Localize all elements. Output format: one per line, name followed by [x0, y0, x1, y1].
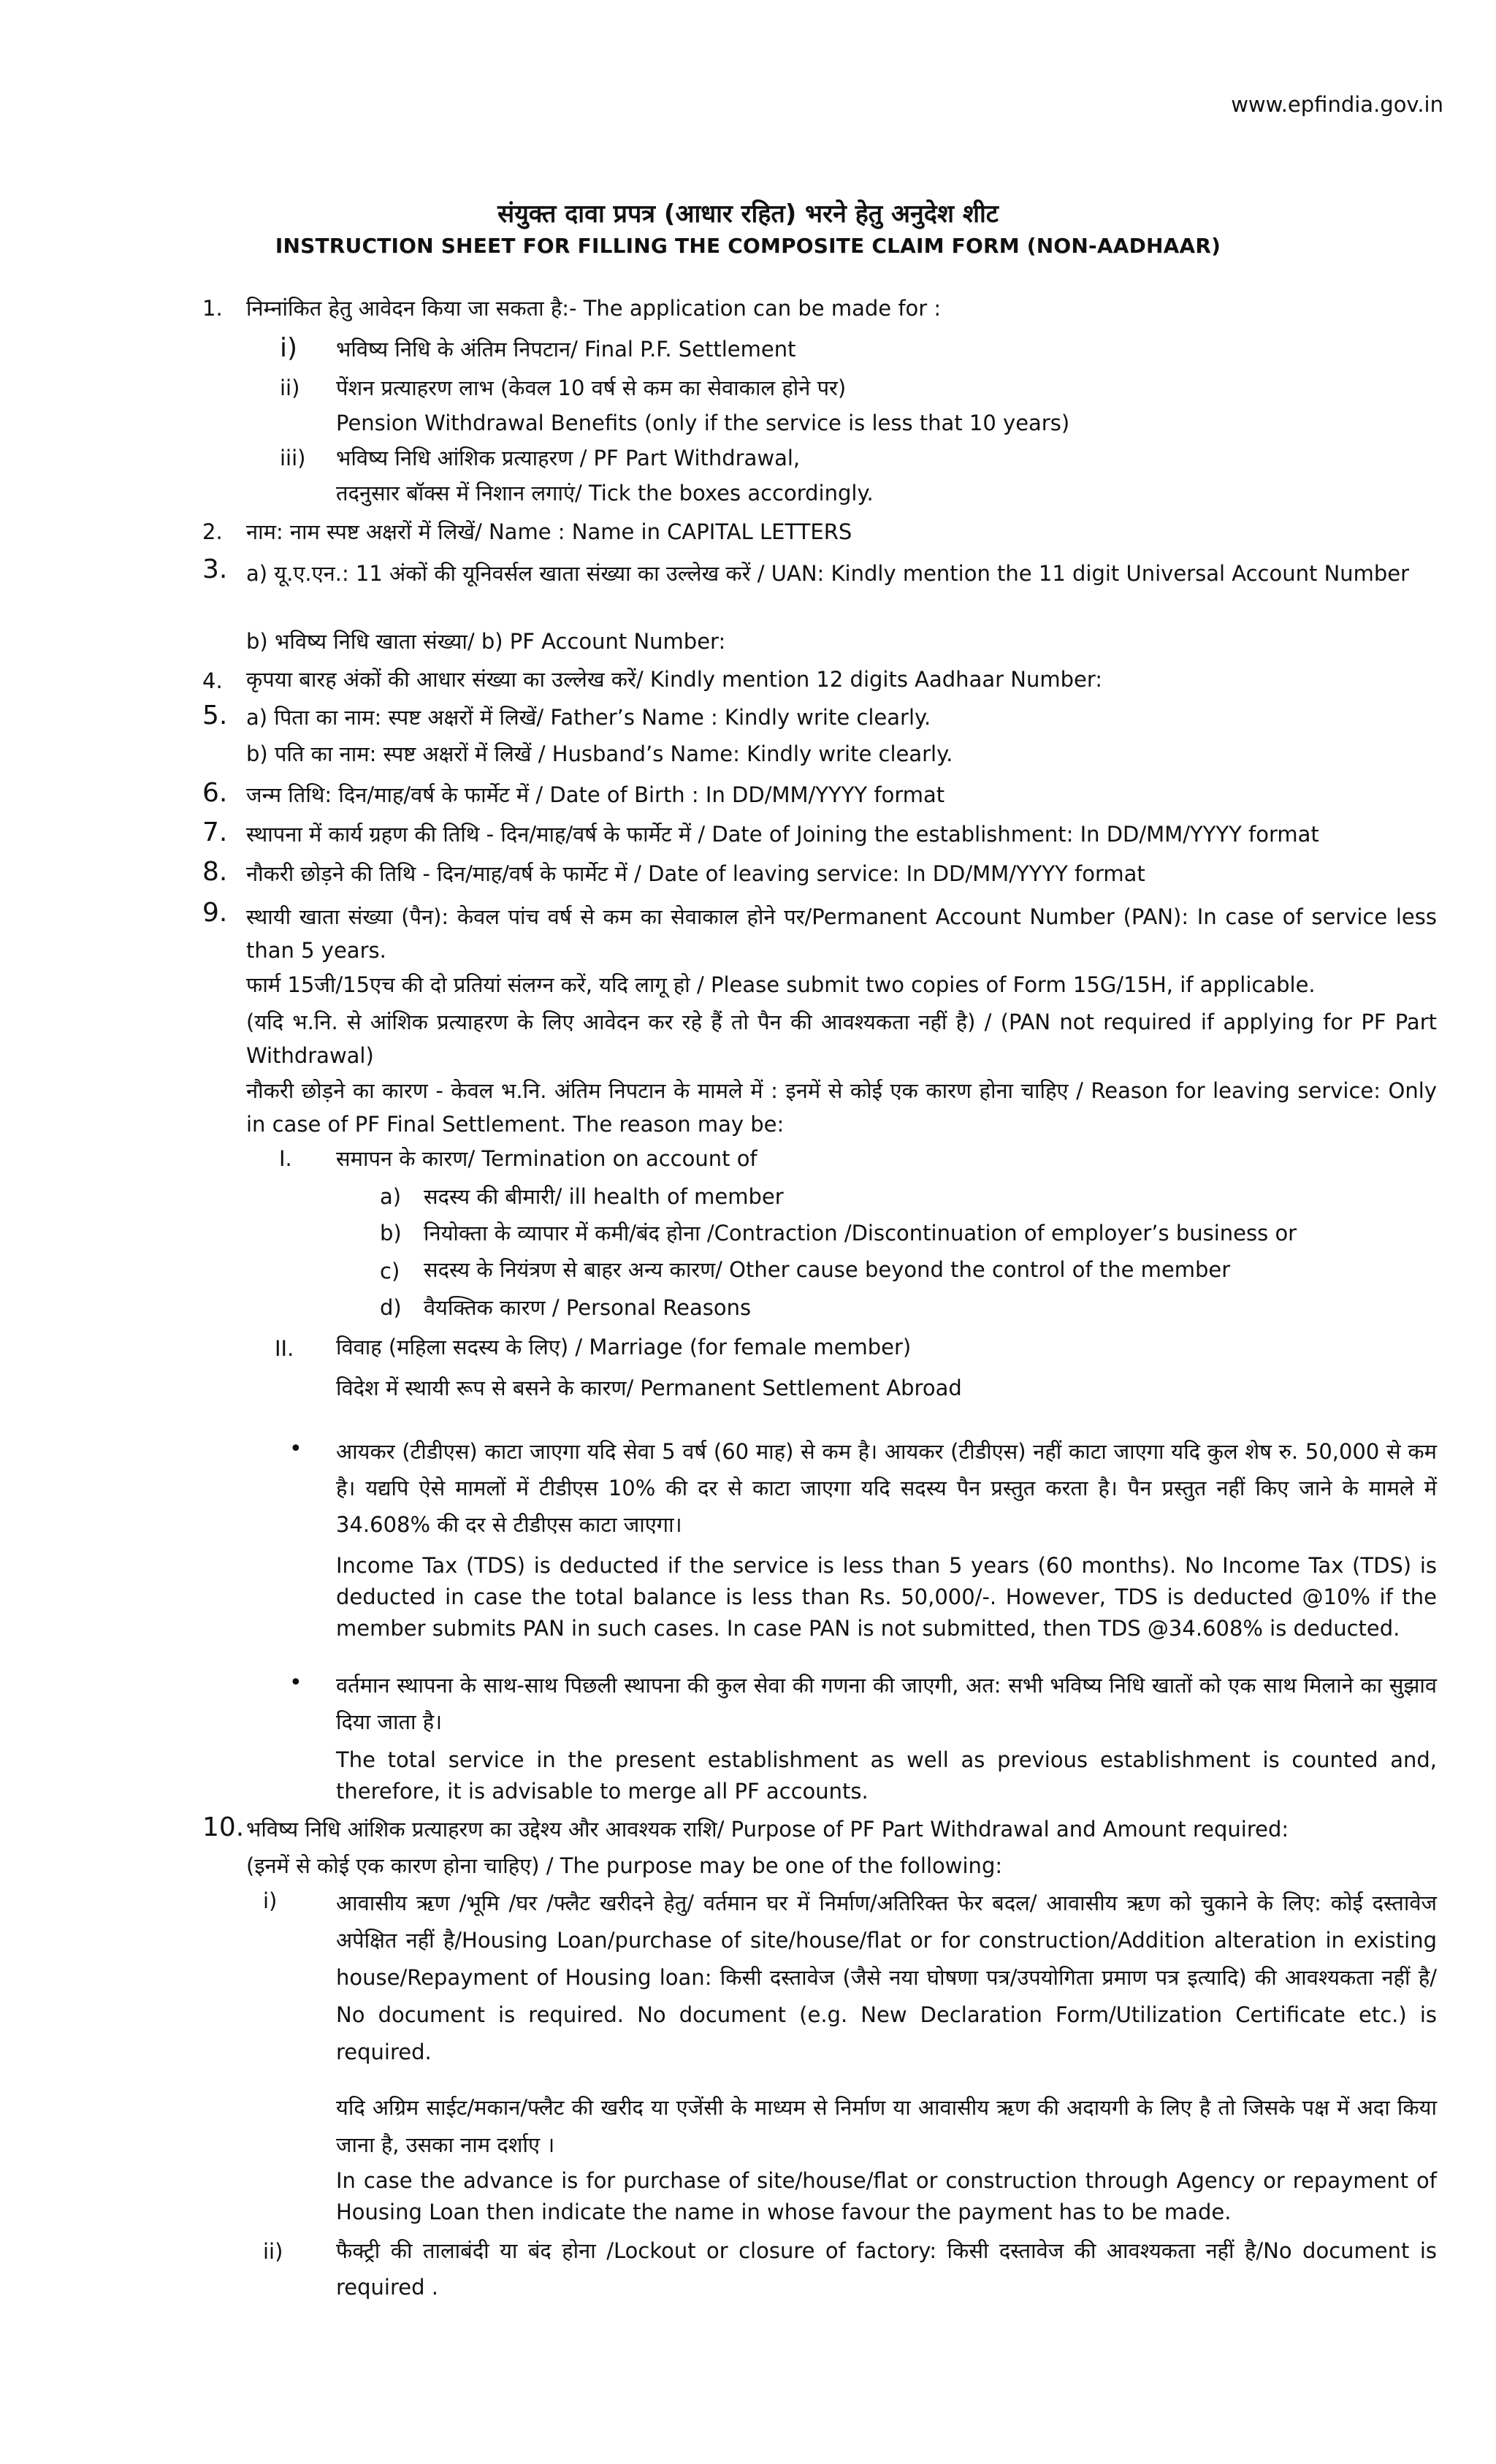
- item-number: 10.: [202, 1812, 245, 1842]
- reason-1-c-text: सदस्य के नियंत्रण से बाहर अन्य कारण/ Other cause beyond the control of the member: [424, 1257, 1231, 1282]
- purpose-2-text: फैक्ट्री की तालाबंदी या बंद होना /Lockout or closure of factory: किसी दस्तावेज की आवश्यकता नहीं है/No document is required .: [336, 2238, 1437, 2300]
- purpose-number: ii): [263, 2239, 283, 2264]
- item-number: 9.: [202, 898, 228, 928]
- purpose-1-hindi2: यदि अग्रिम साईट/मकान/फ्लैट की खरीद या एजेंसी के माध्यम से निर्माण या आवासीय ऋण की अदायगी के लिए है तो जिसके पक्ष में अदा किया जाना है, उसका नाम दर्शाए ।: [336, 2095, 1437, 2157]
- reason-letter: d): [380, 1295, 402, 1320]
- item-10-text: भविष्य निधि आंशिक प्रत्याहरण का उद्देश्य और आवश्यक राशि/ Purpose of PF Part Withdrawal and Amount required:: [246, 1817, 1289, 1842]
- item-number: 2.: [202, 519, 223, 544]
- reason-letter: b): [380, 1221, 402, 1246]
- item-9-text: स्थायी खाता संख्या (पैन): केवल पांच वर्ष से कम का सेवाकाल होने पर/Permanent Account Number (PAN): In case of service less than 5 years.: [246, 904, 1437, 963]
- item-1-text: निम्नांकित हेतु आवेदन किया जा सकता है:- The application can be made for :: [246, 296, 942, 321]
- item-number: 4.: [202, 668, 223, 693]
- bullet-icon: •: [289, 1670, 302, 1696]
- item-10-sub-text: (इनमें से कोई एक कारण होना चाहिए) / The purpose may be one of the following:: [246, 1853, 1003, 1878]
- reason-number: I.: [279, 1146, 292, 1171]
- item-1-iii-text: भविष्य निधि आंशिक प्रत्याहरण / PF Part Withdrawal,: [336, 446, 801, 470]
- title-english: INSTRUCTION SHEET FOR FILLING THE COMPOSITE CLAIM FORM (NON-AADHAAR): [275, 234, 1221, 258]
- reason-number: II.: [275, 1336, 294, 1361]
- website-url: www.epfindia.gov.in: [1231, 92, 1443, 117]
- item-1-ii-text-english: Pension Withdrawal Benefits (only if the service is less that 10 years): [336, 411, 1070, 435]
- bullet-1-hindi: आयकर (टीडीएस) काटा जाएगा यदि सेवा 5 वर्ष (60 माह) से कम है। आयकर (टीडीएस) नहीं काटा जाएगा यदि कुल शेष रु. 50,000 से कम है। यद्यपि ऐसे मामलों में टीडीएस 10% की दर से काटा जाएगा यदि सदस्य पैन प्रस्तुत करता है। पैन प्रस्तुत नहीं किए जाने के मामले में 34.608% की दर से टीडीएस काटा जाएगा।: [336, 1439, 1437, 1537]
- reason-2-text: विवाह (महिला सदस्य के लिए) / Marriage (for female member): [336, 1335, 912, 1359]
- item-number: 1.: [202, 296, 223, 321]
- item-6-text: जन्म तिथि: दिन/माह/वर्ष के फार्मेट में / Date of Birth : In DD/MM/YYYY format: [246, 782, 945, 807]
- sub-number: iii): [280, 446, 306, 470]
- item-1-i-text: भविष्य निधि के अंतिम निपटान/ Final P.F. Settlement: [336, 337, 796, 362]
- item-5-b-text: b) पति का नाम: स्पष्ट अक्षरों में लिखें / Husband’s Name: Kindly write clearly.: [246, 741, 953, 766]
- reason-1-a-text: सदस्य की बीमारी/ ill health of member: [424, 1184, 784, 1209]
- bullet-icon: •: [289, 1436, 302, 1462]
- sub-number: i): [280, 333, 298, 363]
- item-9-reason-text: नौकरी छोड़ने का कारण - केवल भ.नि. अंतिम निपटान के मामले में : इनमें से कोई एक कारण होना चाहिए / Reason for leaving service: Only in case of PF Final Settlement. The reason may be:: [246, 1078, 1437, 1137]
- reason-1-text: समापन के कारण/ Termination on account of: [336, 1146, 757, 1171]
- item-5-a-text: a) पिता का नाम: स्पष्ट अक्षरों में लिखें/ Father’s Name : Kindly write clearly.: [246, 705, 931, 730]
- bullet-2-english: The total service in the present establishment as well as previous establishment is counted and, therefore, it is advisable to merge all PF accounts.: [336, 1747, 1437, 1804]
- item-4-text: कृपया बारह अंकों की आधार संख्या का उल्लेख करें/ Kindly mention 12 digits Aadhaar Number:: [246, 667, 1103, 692]
- item-number: 7.: [202, 817, 228, 847]
- item-number: 6.: [202, 778, 228, 808]
- reason-2-text2: विदेश में स्थायी रूप से बसने के कारण/ Permanent Settlement Abroad: [336, 1376, 962, 1400]
- reason-1-b-text: नियोक्ता के व्यापार में कमी/बंद होना /Contraction /Discontinuation of employer’s business or: [424, 1221, 1297, 1246]
- item-1-ii-text: पेंशन प्रत्याहरण लाभ (केवल 10 वर्ष से कम का सेवाकाल होने पर): [336, 375, 847, 400]
- item-2-text: नाम: नाम स्पष्ट अक्षरों में लिखें/ Name : Name in CAPITAL LETTERS: [246, 519, 852, 544]
- item-7-text: स्थापना में कार्य ग्रहण की तिथि - दिन/माह/वर्ष के फार्मेट में / Date of Joining the establishment: In DD/MM/YYYY format: [246, 822, 1319, 847]
- purpose-1-text: आवासीय ऋण /भूमि /घर /फ्लैट खरीदने हेतु/ वर्तमान घर में निर्माण/अतिरिक्त फेर बदल/ आवासीय ऋण को चुकाने के लिए: कोई दस्तावेज अपेक्षित नहीं है/Housing Loan/purchase of site/house/flat or for construction/Addition alteration in existing house/Repayment of Housing loan: किसी दस्तावेज (जैसे नया घोषणा पत्र/उपयोगिता प्रमाण पत्र इत्यादि) की आवश्यकता नहीं है/ No document is required. No document (e.g. New Declaration Form/Utilization Certificate etc.) is required.: [336, 1891, 1437, 2064]
- reason-1-d-text: वैयक्तिक कारण / Personal Reasons: [424, 1295, 752, 1320]
- bullet-2-hindi: वर्तमान स्थापना के साथ-साथ पिछली स्थापना की कुल सेवा की गणना की जाएगी, अत: सभी भविष्य निधि खातों को एक साथ मिलाने का सुझाव दिया जाता है।: [336, 1673, 1437, 1734]
- sub-number: ii): [280, 375, 300, 400]
- purpose-1-english2: In case the advance is for purchase of site/house/flat or construction through Agency or repayment of Housing Loan then indicate the name in whose favour the payment has to be made.: [336, 2168, 1437, 2224]
- item-number: 3.: [202, 554, 228, 584]
- item-8-text: नौकरी छोड़ने की तिथि - दिन/माह/वर्ष के फार्मेट में / Date of leaving service: In DD/MM/YYYY format: [246, 861, 1145, 886]
- reason-letter: a): [380, 1184, 402, 1209]
- title-hindi: संयुक्त दावा प्रपत्र (आधार रहित) भरने हेतु अनुदेश शीट: [497, 199, 999, 229]
- item-1-iii-text2: तदनुसार बॉक्स में निशान लगाएं/ Tick the boxes accordingly.: [336, 481, 874, 506]
- item-number: 8.: [202, 857, 228, 887]
- item-number: 5.: [202, 701, 228, 731]
- item-3-b-text: b) भविष्य निधि खाता संख्या/ b) PF Account Number:: [246, 629, 726, 654]
- bullet-1-english: Income Tax (TDS) is deducted if the service is less than 5 years (60 months). No Income Tax (TDS) is deducted in case the total balance is less than Rs. 50,000/-. However, TDS is deducted @10% if the member submits PAN in such cases. In case PAN is not submitted, then TDS @34.608% is deducted.: [336, 1553, 1437, 1641]
- purpose-number: i): [263, 1888, 278, 1913]
- item-3-text: a) यू.ए.एन.: 11 अंकों की यूनिवर्सल खाता संख्या का उल्लेख करें / UAN: Kindly mention the 11 digit Universal Account Number: [246, 561, 1410, 586]
- reason-letter: c): [380, 1259, 400, 1284]
- item-9-pan-text: (यदि भ.नि. से आंशिक प्रत्याहरण के लिए आवेदन कर रहे हैं तो पैन की आवश्यकता नहीं है) / (PAN not required if applying for PF Part Withdrawal): [246, 1010, 1437, 1068]
- item-9-form-text: फार्म 15जी/15एच की दो प्रतियां संलग्न करें, यदि लागू हो / Please submit two copies of Form 15G/15H, if applicable.: [246, 972, 1316, 997]
